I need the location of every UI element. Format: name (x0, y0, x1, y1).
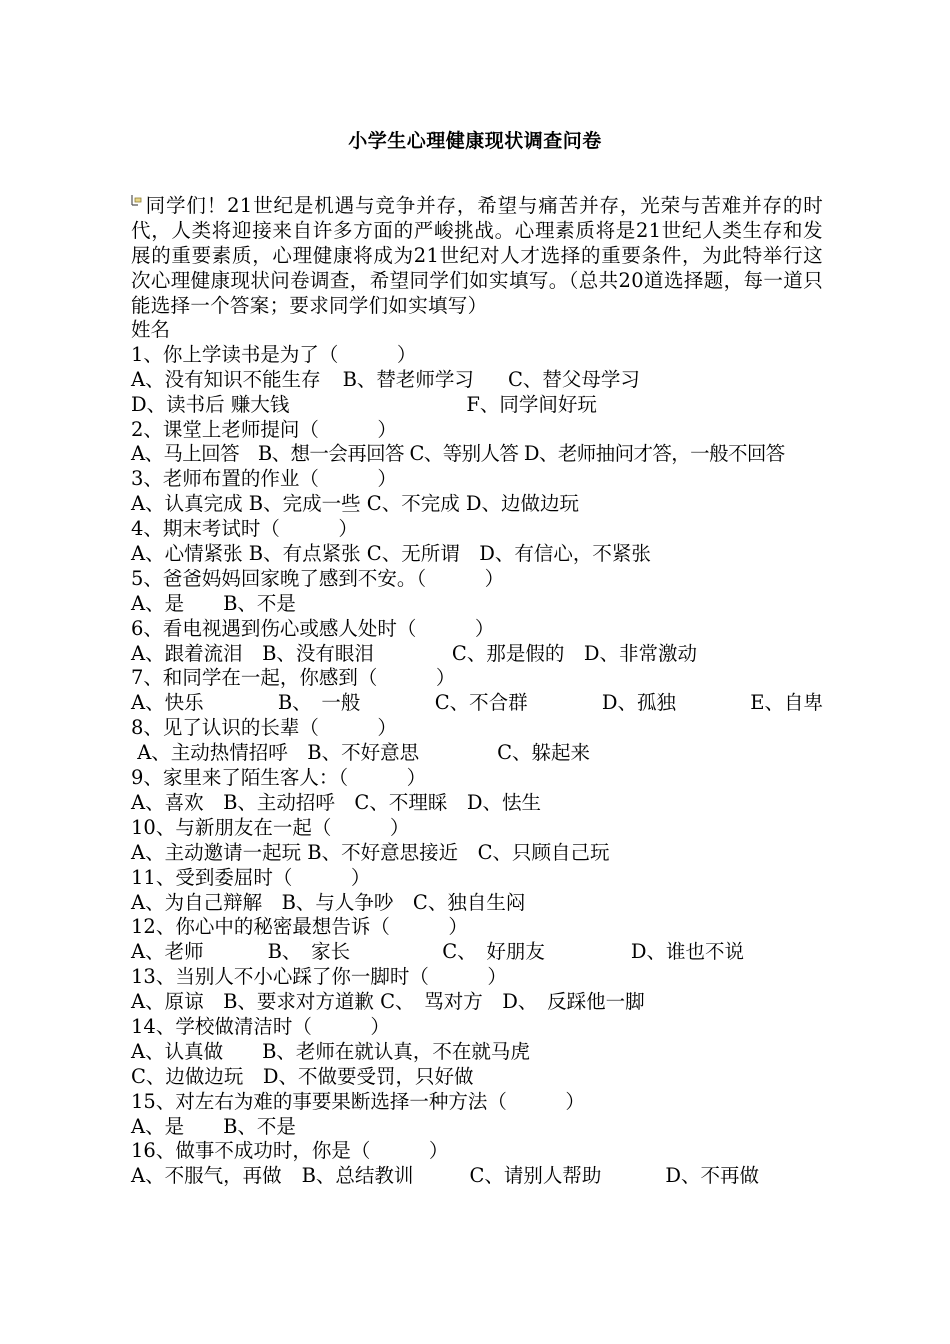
question-4: 4、期末考试时（ ） (131, 517, 358, 541)
options-row: A、认真完成 B、完成一些 C、不完成 D、边做边玩 (131, 492, 580, 516)
option: C、 好朋友 (442, 940, 545, 964)
question-16: 16、做事不成功时，你是（ ） (131, 1139, 449, 1163)
page-title: 小学生心理健康现状调查问卷 (348, 130, 602, 152)
option: B、替老师学习 (342, 367, 474, 391)
option: F、同学间好玩 (466, 392, 597, 416)
options-row (131, 940, 823, 965)
question-1: 1、你上学读书是为了（ ） (131, 342, 417, 366)
option: D、孤独 (601, 691, 676, 715)
option: A、老师 (131, 940, 204, 964)
question-2: 2、课堂上老师提问（ ） (131, 417, 397, 441)
question-12: 12、你心中的秘密最想告诉（ ） (131, 915, 468, 939)
question-7: 7、和同学在一起，你感到（ ） (131, 666, 456, 690)
option: A、没有知识不能生存 (131, 367, 321, 391)
options-row: A、马上回答 B、想一会再回答 C、等别人答 D、老师抽问才答，一般不回答 (131, 442, 785, 466)
option: C、不合群 (434, 691, 528, 715)
question-13: 13、当别人不小心踩了你一脚时（ ） (131, 965, 507, 989)
options-row: A、主动邀请一起玩 B、不好意思接近 C、只顾自己玩 (131, 840, 610, 864)
intro-text: 同学们！21世纪是机遇与竞争并存，希望与痛苦并存，光荣与苦难并存的时代，人类将迎接来自许多方面的严峻挑战。心理素质将是21世纪人类生存和发展的重要素质，心理健康将成为21世纪对人才选择的重要条件，为此特举行这次心理健康现状问卷调查，希望同学们如实填写。（总共20道选择题，每一道只能选择一个答案；要求同学们如实填写） (131, 194, 823, 317)
option: E、自卑 (750, 691, 823, 715)
questionnaire-body (131, 193, 823, 1189)
options-row: A、为自己辩解 B、与人争吵 C、独自生闷 (131, 890, 526, 914)
name-label: 姓名 (131, 318, 171, 341)
intro-paragraph (131, 193, 823, 318)
options-row: A、心情紧张 B、有点紧张 C、无所谓 D、有信心，不紧张 (131, 542, 651, 566)
option: A、不服气，再做 (131, 1164, 282, 1188)
option: B、 家长 (267, 940, 351, 964)
option: B、总结教训 (301, 1164, 414, 1188)
text-anchor-icon (131, 187, 143, 199)
options-row: A、是 B、不是 (131, 1114, 296, 1138)
question-3: 3、老师布置的作业（ ） (131, 467, 397, 491)
question-10: 10、与新朋友在一起（ ） (131, 815, 410, 839)
option: A、快乐 (131, 691, 204, 715)
question-6: 6、看电视遇到伤心或感人处时（ ） (131, 616, 495, 640)
options-row (131, 393, 823, 418)
options-row: A、主动热情招呼 B、不好意思 C、躲起来 (131, 741, 591, 765)
options-row: C、边做边玩 D、不做要受罚，只好做 (131, 1064, 474, 1088)
options-row (131, 1164, 823, 1189)
question-5: 5、爸爸妈妈回家晚了感到不安。（ ） (131, 566, 505, 590)
option: C、请别人帮助 (469, 1164, 602, 1188)
option: D、读书后 赚大钱 (131, 392, 290, 416)
question-14: 14、学校做清洁时（ ） (131, 1014, 390, 1038)
options-row: A、喜欢 B、主动招呼 C、不理睬 D、怯生 (131, 790, 541, 814)
option: B、 一般 (277, 691, 361, 715)
question-8: 8、见了认识的长辈（ ） (131, 716, 397, 740)
option: C、替父母学习 (507, 367, 640, 391)
options-row: A、是 B、不是 (131, 591, 296, 615)
question-9: 9、家里来了陌生客人：（ ） (131, 766, 427, 790)
question-15: 15、对左右为难的事要果断选择一种方法（ ） (131, 1089, 585, 1113)
question-11: 11、受到委屈时（ ） (131, 865, 371, 889)
options-row: A、跟着流泪 B、没有眼泪 C、那是假的 D、非常激动 (131, 641, 697, 665)
options-row: A、认真做 B、老师在就认真，不在就马虎 (131, 1039, 530, 1063)
option: D、不再做 (665, 1164, 759, 1188)
option: D、谁也不说 (630, 940, 744, 964)
options-row (131, 368, 823, 393)
options-row (131, 691, 823, 716)
options-row: A、原谅 B、要求对方道歉 C、 骂对方 D、 反踩他一脚 (131, 990, 645, 1014)
